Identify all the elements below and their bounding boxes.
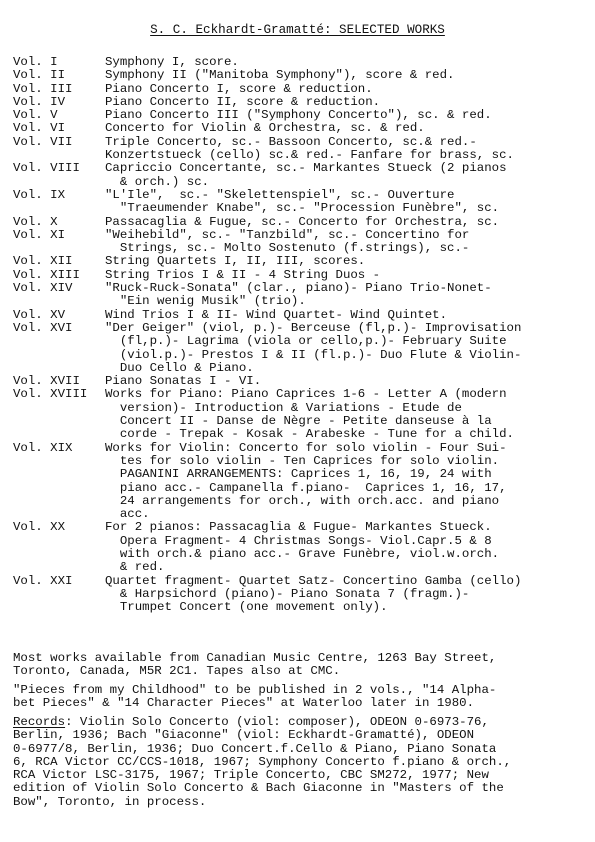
description-line: "Traeumender Knabe", sc.- "Procession Funèbre", sc. <box>105 201 500 216</box>
description-line: "Der Geiger" (viol, p.)- Berceuse (fl,p.)- Improvisation <box>105 320 522 335</box>
volume-label: Vol. XV <box>13 307 66 322</box>
volume-entry <box>13 162 588 189</box>
description-line: Concert II - Danse de Nègre - Petite danseuse à la <box>105 414 492 429</box>
description-line: (viol.p.)- Prestos I & II (fl.p.)- Duo Flute & Violin- <box>105 347 522 362</box>
records-line: RCA Victor LSC-3175, 1967; Triple Concerto, CBC SM272, 1977; New <box>13 768 489 783</box>
volume-description <box>105 442 588 522</box>
volume-description <box>105 309 588 322</box>
volume-entry <box>13 442 588 522</box>
volume-label: Vol. XVII <box>13 374 80 389</box>
description-line: 24 arrangements for orch., with orch.acc. and piano <box>105 493 500 508</box>
description-line: "Ein wenig Musik" (trio). <box>105 294 306 309</box>
description-line: Piano Concerto III ("Symphony Concerto"), sc. & red. <box>105 108 492 123</box>
volume-description <box>105 189 588 216</box>
volume-label: Vol. VII <box>13 134 73 149</box>
volume-entry <box>13 109 588 122</box>
description-line: Konzertstueck (cello) sc.& red.- Fanfare for brass, sc. <box>105 148 514 163</box>
description-line: PAGANINI ARRANGEMENTS: Caprices 1, 16, 19, 24 with <box>105 467 492 482</box>
records-text: : Violin Solo Concerto (viol: composer), ODEON 0-6973-76, <box>65 715 489 729</box>
volume-description <box>105 255 588 268</box>
records-line: 6, RCA Victor CC/CCS-1018, 1967; Symphony Concerto f.piano & orch., <box>13 754 512 769</box>
description-line: corde - Trepak - Kosak - Arabeske - Tune for a child. <box>105 427 514 442</box>
description-line: Symphony II ("Manitoba Symphony"), score & red. <box>105 68 455 83</box>
description-line: Wind Trios I & II- Wind Quartet- Wind Quintet. <box>105 307 448 322</box>
description-line: Duo Cello & Piano. <box>105 360 254 375</box>
description-line: Strings, sc.- Molto Sostenuto (f.strings), sc.- <box>105 241 470 256</box>
records-heading: Records <box>13 715 66 729</box>
volume-entry <box>13 56 588 69</box>
volume-description <box>105 575 588 615</box>
description-line: "Weihebild", sc.- "Tanzbild", sc.- Concertino for <box>105 227 470 242</box>
volume-entry <box>13 136 588 163</box>
volume-description <box>105 521 588 574</box>
volume-entry <box>13 96 588 109</box>
volume-label: Vol. VIII <box>13 161 80 176</box>
description-line: Concerto for Violin & Orchestra, sc. & red. <box>105 121 425 136</box>
description-line: & Harpsichord (piano)- Piano Sonata 7 (fragm.)- <box>105 586 470 601</box>
volume-description <box>105 69 588 82</box>
volume-entry <box>13 269 588 282</box>
volume-description <box>105 56 588 69</box>
records-line: Bow", Toronto, in process. <box>13 794 207 809</box>
volume-label: Vol. IX <box>13 187 66 202</box>
volume-entry <box>13 282 588 309</box>
volume-entry <box>13 189 588 216</box>
description-line: with orch.& piano acc.- Grave Funèbre, viol.w.orch. <box>105 546 500 561</box>
volume-description <box>105 375 588 388</box>
description-line: Opera Fragment- 4 Christmas Songs- Viol.Capr.5 & 8 <box>105 533 492 548</box>
volume-label: Vol. III <box>13 81 73 96</box>
childhood-pieces-note <box>13 684 593 711</box>
note-line: "Pieces from my Childhood" to be published in 2 vols., "14 Alpha- <box>13 683 497 697</box>
volume-entry <box>13 388 588 441</box>
description-line: Works for Piano: Piano Caprices 1-6 - Letter A (modern <box>105 387 507 402</box>
description-line: String Trios I & II - 4 String Duos - <box>105 267 381 282</box>
volume-entry <box>13 309 588 322</box>
volume-description <box>105 282 588 309</box>
volume-label: Vol. VI <box>13 121 66 136</box>
volume-label: Vol. XX <box>13 520 66 535</box>
description-line: Piano Sonatas I - VI. <box>105 374 262 389</box>
volume-entry <box>13 229 588 256</box>
availability-note <box>13 652 593 679</box>
volume-label: Vol. XVIII <box>13 387 88 402</box>
description-line: Triple Concerto, sc.- Bassoon Concerto, sc.& red.- <box>105 134 477 149</box>
description-line: (fl,p.)- Lagrima (viola or cello,p.)- February Suite <box>105 334 507 349</box>
page-title-text: S. C. Eckhardt-Gramatté: SELECTED WORKS <box>150 23 445 37</box>
description-line: & orch.) sc. <box>105 174 210 189</box>
description-line: Works for Violin: Concerto for solo violin - Four Sui- <box>105 440 507 455</box>
note-line: bet Pieces" & "14 Character Pieces" at Waterloo later in 1980. <box>13 696 475 711</box>
volume-entry <box>13 521 588 574</box>
description-line: For 2 pianos: Passacaglia & Fugue- Markantes Stueck. <box>105 520 492 535</box>
description-line: version)- Introduction & Variations - Etude de <box>105 400 462 415</box>
description-line: "Ruck-Ruck-Sonata" (clar., piano)- Piano Trio-Nonet- <box>105 281 492 296</box>
volume-list <box>13 56 588 614</box>
records-line: edition of Violin Solo Concerto & Bach Giaconne in "Masters of the <box>13 781 504 796</box>
volume-label: Vol. XVI <box>13 320 73 335</box>
volume-description <box>105 136 588 163</box>
description-line: String Quartets I, II, III, scores. <box>105 254 366 269</box>
volume-label: Vol. XII <box>13 254 73 269</box>
volume-entry <box>13 575 588 615</box>
description-line: Piano Concerto I, score & reduction. <box>105 81 373 96</box>
volume-label: Vol. II <box>13 68 66 83</box>
volume-description <box>105 388 588 441</box>
page-title <box>0 24 595 37</box>
volume-description <box>105 229 588 256</box>
description-line: acc. <box>105 507 150 522</box>
volume-description <box>105 162 588 189</box>
records-line: 0-6977/8, Berlin, 1936; Duo Concert.f.Cello & Piano, Piano Sonata <box>13 741 497 756</box>
volume-entry <box>13 255 588 268</box>
volume-entry <box>13 216 588 229</box>
volume-description <box>105 96 588 109</box>
records-first-line <box>13 716 593 729</box>
volume-description <box>105 83 588 96</box>
volume-label: Vol. XI <box>13 227 66 242</box>
volume-entry <box>13 69 588 82</box>
description-line: piano acc.- Campanella f.piano- Caprices 1, 16, 17, <box>105 480 507 495</box>
description-line: "L'Ile", sc.- "Skelettenspiel", sc.- Ouverture <box>105 187 455 202</box>
description-line: & red. <box>105 560 165 575</box>
volume-label: Vol. XIX <box>13 440 73 455</box>
description-line: Symphony I, score. <box>105 55 239 69</box>
note-line: Most works available from Canadian Music Centre, 1263 Bay Street, <box>13 651 497 665</box>
volume-label: Vol. XIV <box>13 281 73 296</box>
volume-entry <box>13 122 588 135</box>
volume-description <box>105 109 588 122</box>
volume-description <box>105 122 588 135</box>
volume-label: Vol. XIII <box>13 267 80 282</box>
volume-label: Vol. IV <box>13 94 66 109</box>
volume-label: Vol. I <box>13 55 58 69</box>
description-line: Piano Concerto II, score & reduction. <box>105 94 381 109</box>
description-line: tes for solo violin - Ten Caprices for solo violin. <box>105 453 500 468</box>
description-line: Passacaglia & Fugue, sc.- Concerto for Orchestra, sc. <box>105 214 500 229</box>
volume-label: Vol. X <box>13 214 58 229</box>
description-line: Capriccio Concertante, sc.- Markantes Stueck (2 pianos <box>105 161 507 176</box>
volume-label: Vol. V <box>13 108 58 123</box>
volume-entry <box>13 83 588 96</box>
note-line: Toronto, Canada, M5R 2C1. Tapes also at CMC. <box>13 664 341 679</box>
records-section <box>13 716 593 809</box>
volume-description <box>105 216 588 229</box>
volume-entry <box>13 322 588 375</box>
volume-label: Vol. XXI <box>13 573 73 588</box>
volume-description <box>105 269 588 282</box>
description-line: Quartet fragment- Quartet Satz- Concertino Gamba (cello) <box>105 573 522 588</box>
volume-description <box>105 322 588 375</box>
description-line: Trumpet Concert (one movement only). <box>105 600 388 615</box>
records-line: Berlin, 1936; Bach "Giaconne" (viol: Eckhardt-Gramatté), ODEON <box>13 728 475 743</box>
volume-entry <box>13 375 588 388</box>
